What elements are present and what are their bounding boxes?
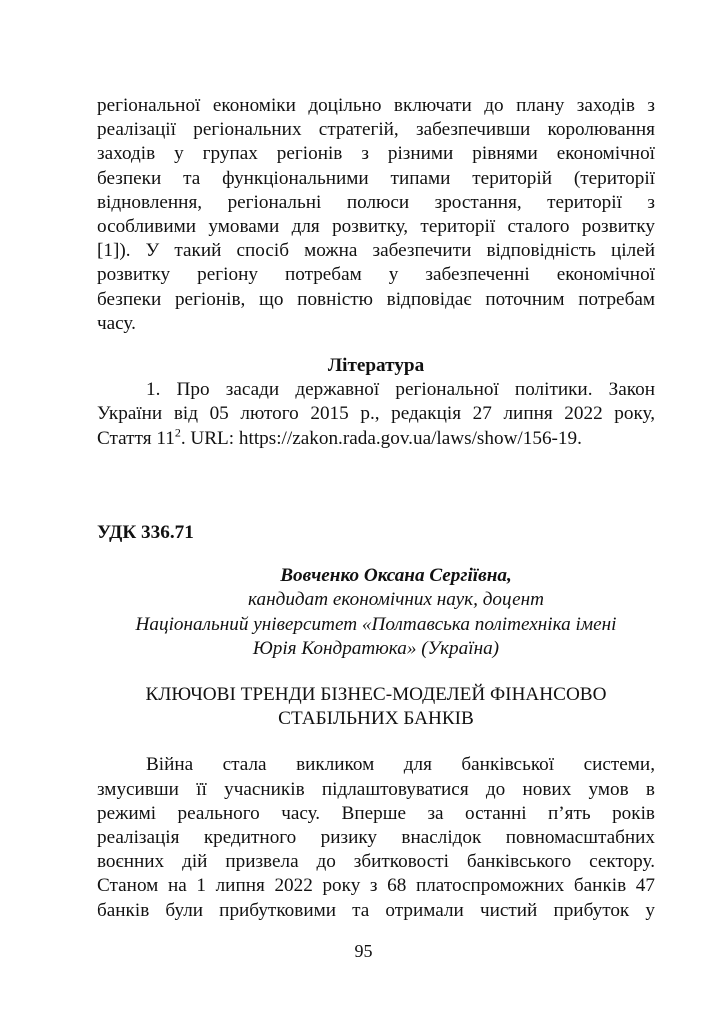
text-line: Війна стала викликом для банківської системи,: [146, 754, 655, 776]
text-line: України від 05 лютого 2015 р., редакція 27 липня 2022 року,: [97, 403, 655, 425]
superscript: 2: [174, 425, 181, 440]
text-line: особливими умовами для розвитку, території сталого розвитку: [97, 216, 655, 238]
text-line: 1. Про засади державної регіональної політики. Закон: [146, 379, 655, 401]
article-title: [97, 683, 655, 731]
text-line: режимі реального часу. Вперше за останні п’ять років: [97, 802, 655, 824]
text-line: банків були прибутковими та отримали чистий прибуток у: [97, 899, 655, 921]
text-line: часу.: [97, 312, 136, 334]
text-line: регіональної економіки доцільно включати до плану заходів з: [97, 95, 655, 116]
author-name: Вовченко Оксана Сергіївна,: [280, 565, 512, 587]
article-body-paragraph: [97, 753, 655, 922]
page-number: 95: [354, 941, 373, 961]
reference-article: Стаття 11: [97, 427, 175, 449]
reference-item: [97, 378, 655, 451]
text-line: Станом на 1 липня 2022 року з 68 платоспроможних банків 47: [97, 875, 655, 897]
text-line: реалізація кредитного ризику внаслідок повномасштабних: [97, 827, 655, 849]
text-line: змусивши її учасників підлаштовуватися до нових умов в: [97, 778, 655, 800]
text-line: [1]). У такий спосіб можна забезпечити відповідність цілей: [97, 240, 655, 262]
text-line: безпеки та функціональними типами територій (території: [97, 167, 655, 189]
text-line: воєнних дій призвела до збитковості банківського сектору.: [97, 851, 655, 873]
text-line: розвитку регіону потребам у забезпеченні економічної: [97, 264, 655, 286]
text-line: безпеки регіонів, що повністю відповідає поточним потребам: [97, 288, 655, 310]
references-heading: Література: [327, 355, 425, 377]
text-line: заходів у групах регіонів з різними рівнями економічної: [97, 143, 655, 165]
affiliation-line-1: Національний університет «Полтавська політехніка імені: [135, 613, 617, 635]
title-line-1: КЛЮЧОВІ ТРЕНДИ БІЗНЕС-МОДЕЛЕЙ ФІНАНСОВО: [145, 684, 607, 706]
author-degree: кандидат економічних наук, доцент: [248, 589, 544, 611]
text-line: відновлення, регіональні полюси зростання, території з: [97, 191, 655, 213]
text-line: [97, 427, 655, 451]
udk-code: УДК 336.71: [97, 521, 194, 543]
reference-url-text: . URL: https://zakon.rada.gov.ua/laws/show/156-19.: [180, 427, 582, 449]
document-page: [97, 94, 655, 923]
text-line: реалізації регіональних стратегій, забезпечивши королювання: [97, 119, 655, 141]
paragraph-regional-economics: [97, 94, 655, 336]
title-line-2: СТАБІЛЬНИХ БАНКІВ: [278, 708, 474, 730]
affiliation-line-2: Юрія Кондратюка» (Україна): [252, 637, 500, 659]
